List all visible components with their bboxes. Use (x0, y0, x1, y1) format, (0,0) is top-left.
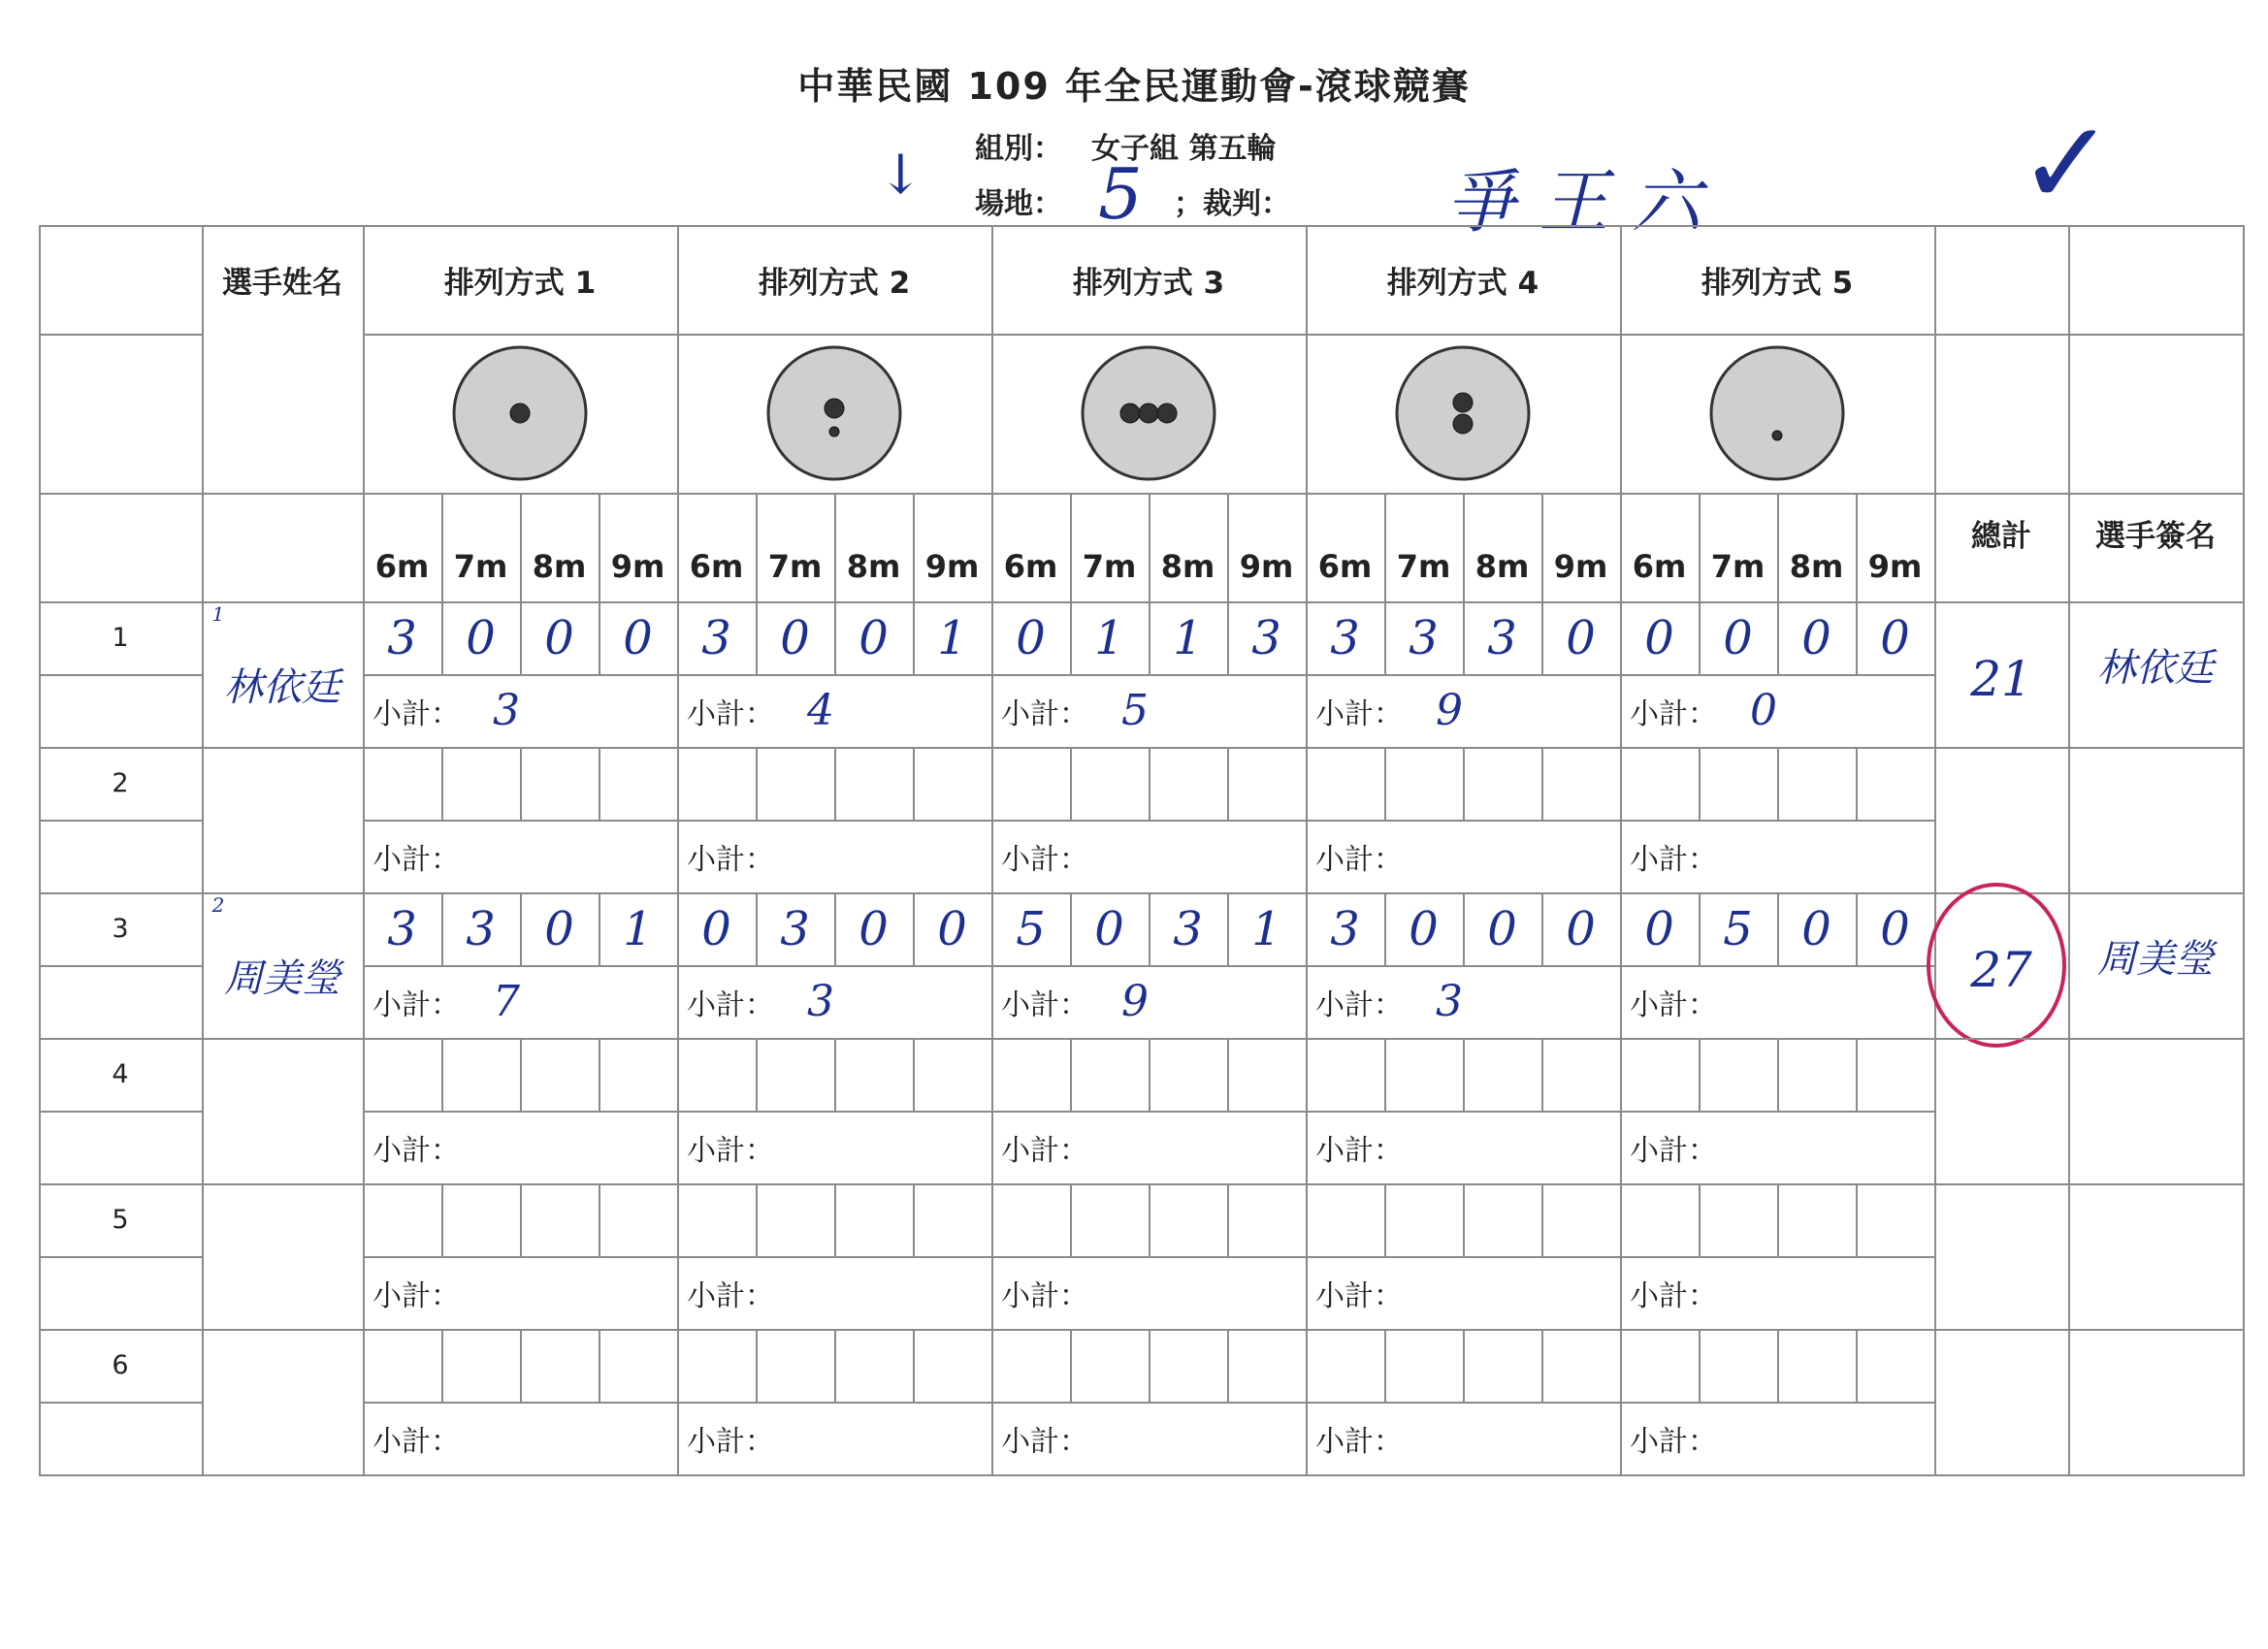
score-cell (1620, 1038, 1701, 1113)
subtotal-label: 小計： (1630, 842, 1717, 877)
score-cell (1070, 747, 1150, 822)
corner-cell (39, 334, 204, 495)
score-cell (1856, 1329, 1936, 1404)
name-header-blank (202, 493, 365, 603)
total-value: 27 (1970, 942, 2032, 998)
score-cell (363, 747, 443, 822)
arrangement-label-3: 排列方式 3 (1072, 265, 1225, 301)
score-value: 0 (1723, 610, 1753, 665)
score-value: 3 (1487, 610, 1517, 665)
score-cell (1699, 1329, 1779, 1404)
score-cell (1070, 1183, 1150, 1258)
subtotal-label: 小計： (1315, 1278, 1403, 1313)
referee-signature: 爭王六 (1445, 161, 1726, 242)
score-cell (1777, 1329, 1858, 1404)
score-value: 0 (1880, 610, 1910, 665)
score-cell (1620, 1183, 1701, 1258)
score-cell (363, 1329, 443, 1404)
score-value: 0 (1487, 901, 1517, 956)
subtotal-label: 小計： (687, 1424, 774, 1459)
score-sheet (39, 225, 2243, 1478)
score-cell (1384, 747, 1465, 822)
score-cell (441, 747, 522, 822)
score-value: 3 (1409, 610, 1439, 665)
distance-label: 7m (767, 548, 823, 585)
arrow-down-icon: ↓ (878, 144, 923, 207)
target-diagram-2 (761, 340, 907, 486)
score-cell (1699, 747, 1779, 822)
score-value: 3 (780, 901, 810, 956)
score-value: 0 (937, 901, 967, 956)
subtotal-label: 小計： (687, 842, 774, 877)
distance-label: 7m (1082, 548, 1137, 585)
score-value: 0 (1566, 901, 1596, 956)
subtotal-label: 小計： (1001, 1133, 1088, 1168)
score-cell (1620, 1329, 1701, 1404)
score-value: 0 (544, 901, 574, 956)
score-cell (1070, 1038, 1150, 1113)
score-value: 1 (937, 610, 967, 665)
distance-label: 6m (374, 548, 430, 585)
score-cell (677, 747, 758, 822)
subtotal-label: 小計： (1630, 696, 1717, 731)
score-cell (1306, 1183, 1386, 1258)
score-cell (1620, 747, 1701, 822)
score-cell (756, 747, 836, 822)
score-cell (441, 1038, 522, 1113)
score-cell (834, 747, 915, 822)
score-cell (441, 1183, 522, 1258)
score-cell (1699, 1038, 1779, 1113)
score-value: 0 (1880, 901, 1910, 956)
score-cell (599, 1183, 679, 1258)
subtotal-label: 小計： (687, 1133, 774, 1168)
score-value: 0 (623, 610, 653, 665)
score-cell (1384, 1183, 1465, 1258)
row-number-cell (39, 674, 204, 749)
score-cell (1149, 747, 1229, 822)
score-cell (1463, 1038, 1543, 1113)
player-name-cell (202, 1329, 365, 1476)
player-signature: 周美瑩 (2097, 936, 2214, 982)
subtotal-label: 小計： (1315, 842, 1403, 877)
row-number: 5 (112, 1205, 129, 1235)
player-name-cell (202, 747, 365, 894)
subtotal-value: 4 (807, 686, 834, 735)
score-cell (1777, 1038, 1858, 1113)
player-name-cell (202, 1183, 365, 1331)
subtotal-value: 9 (1436, 686, 1463, 735)
subtotal-label: 小計： (373, 1424, 460, 1459)
row-number: 3 (112, 914, 129, 944)
group-label: 組別： (975, 132, 1062, 166)
score-cell (991, 747, 1072, 822)
score-value: 5 (1016, 901, 1046, 956)
name-column-header: 選手姓名 (222, 265, 342, 301)
subtotal-label: 小計： (373, 987, 460, 1022)
score-value: 0 (466, 610, 496, 665)
subtotal-label: 小計： (373, 696, 460, 731)
row-number-cell (39, 1256, 204, 1331)
row-number: 6 (112, 1350, 129, 1380)
subtotal-label: 小計： (373, 842, 460, 877)
score-cell (1856, 1038, 1936, 1113)
score-cell (913, 1329, 993, 1404)
score-value: 3 (701, 610, 731, 665)
score-value: 1 (1173, 610, 1203, 665)
score-value: 1 (623, 901, 653, 956)
distance-label: 8m (1160, 548, 1215, 585)
arrangement-label-4: 排列方式 4 (1386, 265, 1539, 301)
score-value: 0 (1801, 610, 1831, 665)
score-cell (1306, 1329, 1386, 1404)
target-diagram-5 (1704, 340, 1850, 486)
score-cell (756, 1183, 836, 1258)
score-cell (1463, 747, 1543, 822)
score-value: 3 (466, 901, 496, 956)
score-cell (363, 1038, 443, 1113)
subtotal-label: 小計： (687, 1278, 774, 1313)
score-cell (1149, 1038, 1229, 1113)
subtotal-label: 小計： (1001, 1278, 1088, 1313)
score-value: 0 (1016, 610, 1046, 665)
score-value: 0 (859, 901, 889, 956)
subtotal-label: 小計： (373, 1278, 460, 1313)
score-cell (1699, 1183, 1779, 1258)
score-value: 5 (1723, 901, 1753, 956)
score-value: 1 (1094, 610, 1124, 665)
score-cell (1149, 1329, 1229, 1404)
score-cell (677, 1038, 758, 1113)
total-value: 21 (1970, 651, 2032, 707)
subtotal-value: 0 (1750, 686, 1777, 735)
score-cell (520, 1038, 600, 1113)
score-cell (834, 1329, 915, 1404)
total-header-blank (1934, 225, 2070, 336)
target-diagram-1 (447, 340, 593, 486)
subtotal-value: 3 (1436, 977, 1463, 1026)
row-number: 2 (112, 768, 129, 798)
score-cell (913, 1038, 993, 1113)
player-name-cell (202, 1038, 365, 1185)
score-value: 3 (1330, 901, 1360, 956)
subtotal-label: 小計： (1630, 1133, 1717, 1168)
entry-mark: 2 (211, 893, 225, 917)
score-value: 3 (1251, 610, 1281, 665)
score-value: 3 (387, 901, 417, 956)
venue-value: 5 (1098, 153, 1143, 235)
score-value: 0 (1566, 610, 1596, 665)
score-cell (1541, 1183, 1622, 1258)
score-value: 0 (1644, 901, 1674, 956)
score-cell (441, 1329, 522, 1404)
distance-label: 6m (689, 548, 744, 585)
corner-cell (39, 225, 204, 336)
score-value: 0 (859, 610, 889, 665)
score-value: 0 (1644, 610, 1674, 665)
signature-column-header: 選手簽名 (2095, 518, 2216, 554)
score-cell (1227, 1329, 1308, 1404)
score-value: 0 (1094, 901, 1124, 956)
score-cell (1384, 1329, 1465, 1404)
row-number: 1 (112, 623, 129, 653)
subtotal-label: 小計： (1315, 1133, 1403, 1168)
score-cell (1227, 747, 1308, 822)
score-value: 3 (1330, 610, 1360, 665)
distance-label: 9m (1553, 548, 1608, 585)
signature-header-blank (2068, 225, 2245, 336)
subtotal-label: 小計： (373, 1133, 460, 1168)
distance-label: 9m (1239, 548, 1294, 585)
score-value: 0 (1801, 901, 1831, 956)
signature-header-blank (2068, 334, 2245, 495)
row-number-cell (39, 1111, 204, 1185)
subtotal-label: 小計： (1630, 1424, 1717, 1459)
distance-label: 9m (924, 548, 980, 585)
score-cell (599, 747, 679, 822)
score-value: 1 (1251, 901, 1281, 956)
score-value: 3 (387, 610, 417, 665)
target-diagram-3 (1076, 340, 1221, 486)
score-cell (1463, 1329, 1543, 1404)
score-value: 0 (701, 901, 731, 956)
score-value: 0 (1409, 901, 1439, 956)
distance-label: 7m (453, 548, 508, 585)
subtotal-label: 小計： (1630, 1278, 1717, 1313)
score-cell (1306, 1038, 1386, 1113)
score-cell (1070, 1329, 1150, 1404)
subtotal-value: 7 (493, 977, 520, 1026)
entry-mark: 1 (211, 602, 225, 626)
total-cell (1934, 1183, 2070, 1331)
distance-label: 8m (1789, 548, 1844, 585)
referee-label: ；裁判： (1174, 187, 1290, 221)
target-diagram-4 (1390, 340, 1536, 486)
row-number-cell (39, 965, 204, 1040)
corner-cell (39, 493, 204, 603)
signature-cell (2068, 1329, 2245, 1476)
subtotal-label: 小計： (1315, 1424, 1403, 1459)
player-name: 周美瑩 (224, 955, 340, 1001)
arrangement-label-2: 排列方式 2 (758, 265, 911, 301)
subtotal-label: 小計： (1001, 987, 1088, 1022)
score-cell (756, 1038, 836, 1113)
score-cell (520, 1329, 600, 1404)
score-cell (991, 1329, 1072, 1404)
score-cell (913, 747, 993, 822)
score-cell (991, 1038, 1072, 1113)
total-header-blank (1934, 334, 2070, 495)
subtotal-value: 5 (1121, 686, 1149, 735)
group-value: 女子組 第五輪 (1091, 132, 1277, 166)
distance-label: 6m (1632, 548, 1687, 585)
venue-label: 場地： (975, 187, 1062, 221)
score-cell (1856, 747, 1936, 822)
score-value: 3 (1173, 901, 1203, 956)
distance-label: 9m (610, 548, 665, 585)
score-cell (1541, 1329, 1622, 1404)
score-cell (756, 1329, 836, 1404)
subtotal-label: 小計： (1001, 696, 1088, 731)
score-cell (677, 1329, 758, 1404)
signature-cell (2068, 747, 2245, 894)
score-cell (1463, 1183, 1543, 1258)
subtotal-value: 9 (1121, 977, 1149, 1026)
player-signature: 林依廷 (2097, 645, 2214, 691)
subtotal-label: 小計： (1315, 696, 1403, 731)
total-cell (1934, 1329, 2070, 1476)
score-cell (991, 1183, 1072, 1258)
score-cell (520, 747, 600, 822)
score-cell (520, 1183, 600, 1258)
distance-label: 9m (1867, 548, 1923, 585)
score-value: 0 (780, 610, 810, 665)
subtotal-label: 小計： (1315, 987, 1403, 1022)
row-number-cell (39, 1402, 204, 1476)
total-column-header: 總計 (1971, 518, 2031, 554)
subtotal-label: 小計： (1001, 842, 1088, 877)
player-name: 林依廷 (224, 664, 340, 710)
circled-total-mark (1927, 883, 2066, 1048)
distance-label: 8m (532, 548, 587, 585)
score-cell (834, 1183, 915, 1258)
check-mark-icon: ✓ (2018, 97, 2116, 232)
row-number-cell (39, 820, 204, 894)
subtotal-label: 小計： (1630, 987, 1717, 1022)
score-cell (1149, 1183, 1229, 1258)
form-title: 中華民國 109 年全民運動會-滾球競賽 (797, 65, 1471, 108)
score-cell (677, 1183, 758, 1258)
distance-label: 7m (1396, 548, 1451, 585)
score-cell (1541, 1038, 1622, 1113)
score-cell (599, 1038, 679, 1113)
score-cell (1227, 1183, 1308, 1258)
score-cell (1384, 1038, 1465, 1113)
score-cell (1306, 747, 1386, 822)
subtotal-value: 3 (493, 686, 520, 735)
score-cell (1777, 747, 1858, 822)
distance-label: 6m (1317, 548, 1373, 585)
score-cell (1856, 1183, 1936, 1258)
distance-label: 8m (846, 548, 901, 585)
score-cell (1777, 1183, 1858, 1258)
subtotal-value: 3 (807, 977, 834, 1026)
score-cell (363, 1183, 443, 1258)
total-cell (1934, 747, 2070, 894)
total-cell (1934, 1038, 2070, 1185)
arrangement-label-1: 排列方式 1 (443, 265, 597, 301)
subtotal-label: 小計： (687, 987, 774, 1022)
row-number: 4 (112, 1059, 129, 1089)
score-cell (1227, 1038, 1308, 1113)
score-cell (1541, 747, 1622, 822)
distance-label: 6m (1003, 548, 1058, 585)
score-value: 0 (544, 610, 574, 665)
distance-label: 7m (1710, 548, 1766, 585)
subtotal-label: 小計： (687, 696, 774, 731)
score-cell (913, 1183, 993, 1258)
subtotal-label: 小計： (1001, 1424, 1088, 1459)
arrangement-label-5: 排列方式 5 (1701, 265, 1854, 301)
signature-cell (2068, 1183, 2245, 1331)
score-cell (599, 1329, 679, 1404)
distance-label: 8m (1474, 548, 1530, 585)
signature-cell (2068, 1038, 2245, 1185)
score-cell (834, 1038, 915, 1113)
